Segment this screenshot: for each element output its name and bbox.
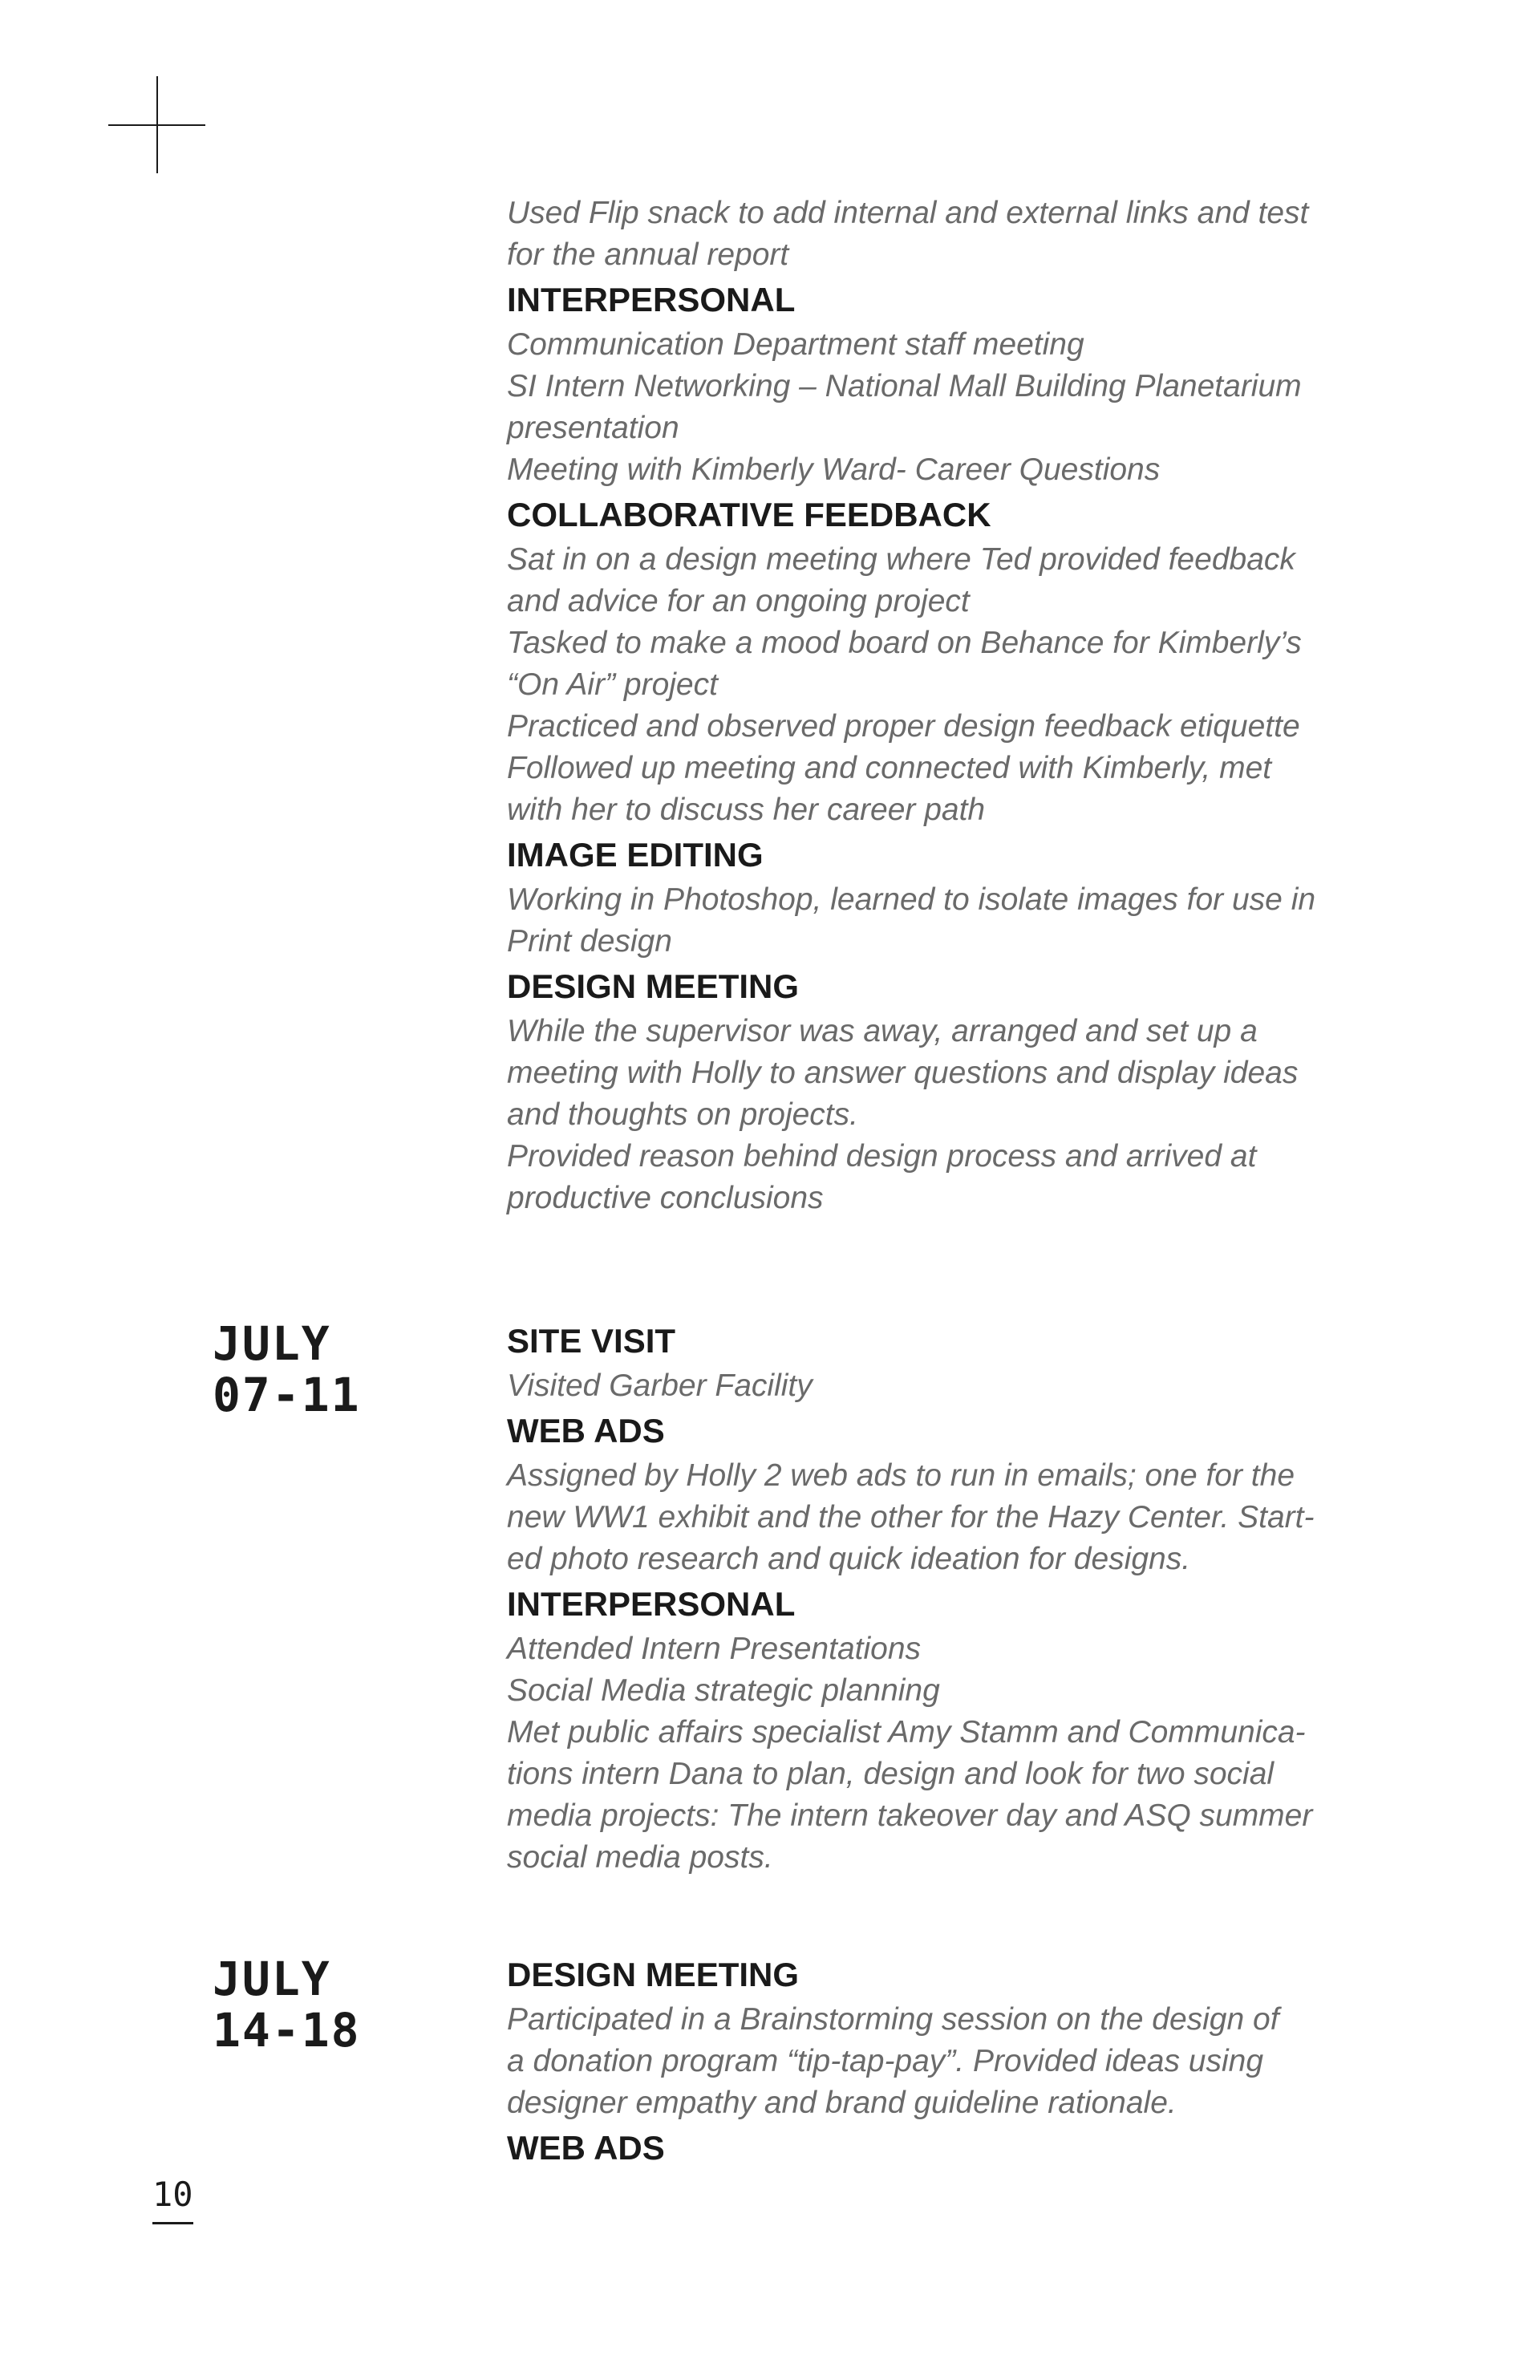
- entry-text-line: Assigned by Holly 2 web ads to run in emails; one for the: [507, 1458, 1295, 1493]
- date-month: JULY: [213, 1952, 331, 2006]
- entry-heading: INTERPERSONAL: [507, 281, 796, 318]
- entry-text-line: Communication Department staff meeting: [507, 327, 1084, 362]
- entry-description: [507, 1365, 1357, 1407]
- entry-text-line: Participated in a Brainstorming session on the design of: [507, 2002, 1279, 2037]
- page-number: 10: [152, 2172, 193, 2224]
- entry-text-line: Tasked to make a mood board on Behance for Kimberly’s: [507, 626, 1302, 660]
- log-entry: [507, 1317, 1357, 1407]
- entry-heading: SITE VISIT: [507, 1322, 676, 1360]
- log-entry: [507, 1580, 1357, 1879]
- entry-text-line: designer empathy and brand guideline rationale.: [507, 2086, 1177, 2120]
- section-continued: [507, 193, 1357, 1219]
- log-entry: [507, 1407, 1357, 1580]
- entry-text-line: and advice for an ongoing project: [507, 584, 970, 618]
- entry-description: [507, 193, 1357, 276]
- entry-heading: IMAGE EDITING: [507, 836, 764, 874]
- entry-text-line: media projects: The intern takeover day and ASQ summer: [507, 1798, 1313, 1833]
- entry-text-line: Attended Intern Presentations: [507, 1632, 922, 1666]
- entry-text-line: a donation program “tip-tap-pay”. Provided ideas using: [507, 2044, 1264, 2078]
- log-entry: [507, 193, 1357, 276]
- date-month: JULY: [213, 1316, 331, 1371]
- entry-text-line: Followed up meeting and connected with Kimberly, met: [507, 751, 1272, 785]
- entry-description: [507, 1628, 1357, 1879]
- date-label-july-07-11: [213, 1318, 361, 1421]
- entry-text-line: Provided reason behind design process and arrived at: [507, 1139, 1257, 1174]
- log-entry: [507, 1951, 1357, 2124]
- entry-text-line: Used Flip snack to add internal and external links and test: [507, 196, 1309, 230]
- entry-text-line: new WW1 exhibit and the other for the Hazy Center. Start-: [507, 1500, 1315, 1535]
- entry-text-line: meeting with Holly to answer questions and display ideas: [507, 1056, 1299, 1090]
- log-entry: [507, 276, 1357, 491]
- entry-description: [507, 1455, 1357, 1580]
- date-range: 07-11: [213, 1368, 361, 1422]
- entry-text-line: ed photo research and quick ideation for designs.: [507, 1542, 1191, 1576]
- entry-description: [507, 1999, 1357, 2124]
- entry-text-line: presentation: [507, 411, 679, 445]
- entry-text-line: “On Air” project: [507, 667, 718, 702]
- entry-text-line: Meeting with Kimberly Ward- Career Questions: [507, 452, 1161, 487]
- entry-heading: DESIGN MEETING: [507, 967, 800, 1005]
- entry-text-line: Met public affairs specialist Amy Stamm and Communica-: [507, 1715, 1306, 1750]
- log-entry: [507, 963, 1357, 1219]
- log-entry: [507, 2124, 1357, 2172]
- log-entry: [507, 491, 1357, 831]
- entry-text-line: Visited Garber Facility: [507, 1368, 813, 1403]
- entry-text-line: and thoughts on projects.: [507, 1097, 858, 1132]
- entry-description: [507, 324, 1357, 491]
- entry-description: [507, 539, 1357, 831]
- crop-mark: [108, 76, 205, 173]
- entry-text-line: Sat in on a design meeting where Ted provided feedback: [507, 542, 1295, 577]
- entry-text-line: with her to discuss her career path: [507, 793, 986, 827]
- entry-text-line: Print design: [507, 924, 672, 959]
- entry-text-line: Practiced and observed proper design feedback etiquette: [507, 709, 1300, 744]
- entry-heading: DESIGN MEETING: [507, 1956, 800, 1993]
- entry-text-line: tions intern Dana to plan, design and look for two social: [507, 1757, 1275, 1791]
- entry-heading: COLLABORATIVE FEEDBACK: [507, 496, 991, 533]
- crop-mark-vertical: [156, 76, 158, 173]
- entry-description: [507, 879, 1357, 963]
- entry-heading: WEB ADS: [507, 2129, 665, 2167]
- entry-text-line: productive conclusions: [507, 1181, 824, 1215]
- section-july-14-18: [507, 1951, 1357, 2172]
- entry-text-line: for the annual report: [507, 237, 789, 272]
- section-july-07-11: [507, 1317, 1357, 1879]
- entry-text-line: Working in Photoshop, learned to isolate images for use in: [507, 882, 1316, 917]
- entry-description: [507, 1011, 1357, 1219]
- log-entry: [507, 831, 1357, 963]
- entry-text-line: social media posts.: [507, 1840, 773, 1875]
- entry-text-line: While the supervisor was away, arranged and set up a: [507, 1014, 1258, 1048]
- entry-heading: WEB ADS: [507, 1412, 665, 1449]
- entry-text-line: Social Media strategic planning: [507, 1673, 940, 1708]
- date-range: 14-18: [213, 2003, 361, 2058]
- entry-text-line: SI Intern Networking – National Mall Building Planetarium: [507, 369, 1302, 403]
- date-label-july-14-18: [213, 1953, 361, 2056]
- entry-heading: INTERPERSONAL: [507, 1585, 796, 1623]
